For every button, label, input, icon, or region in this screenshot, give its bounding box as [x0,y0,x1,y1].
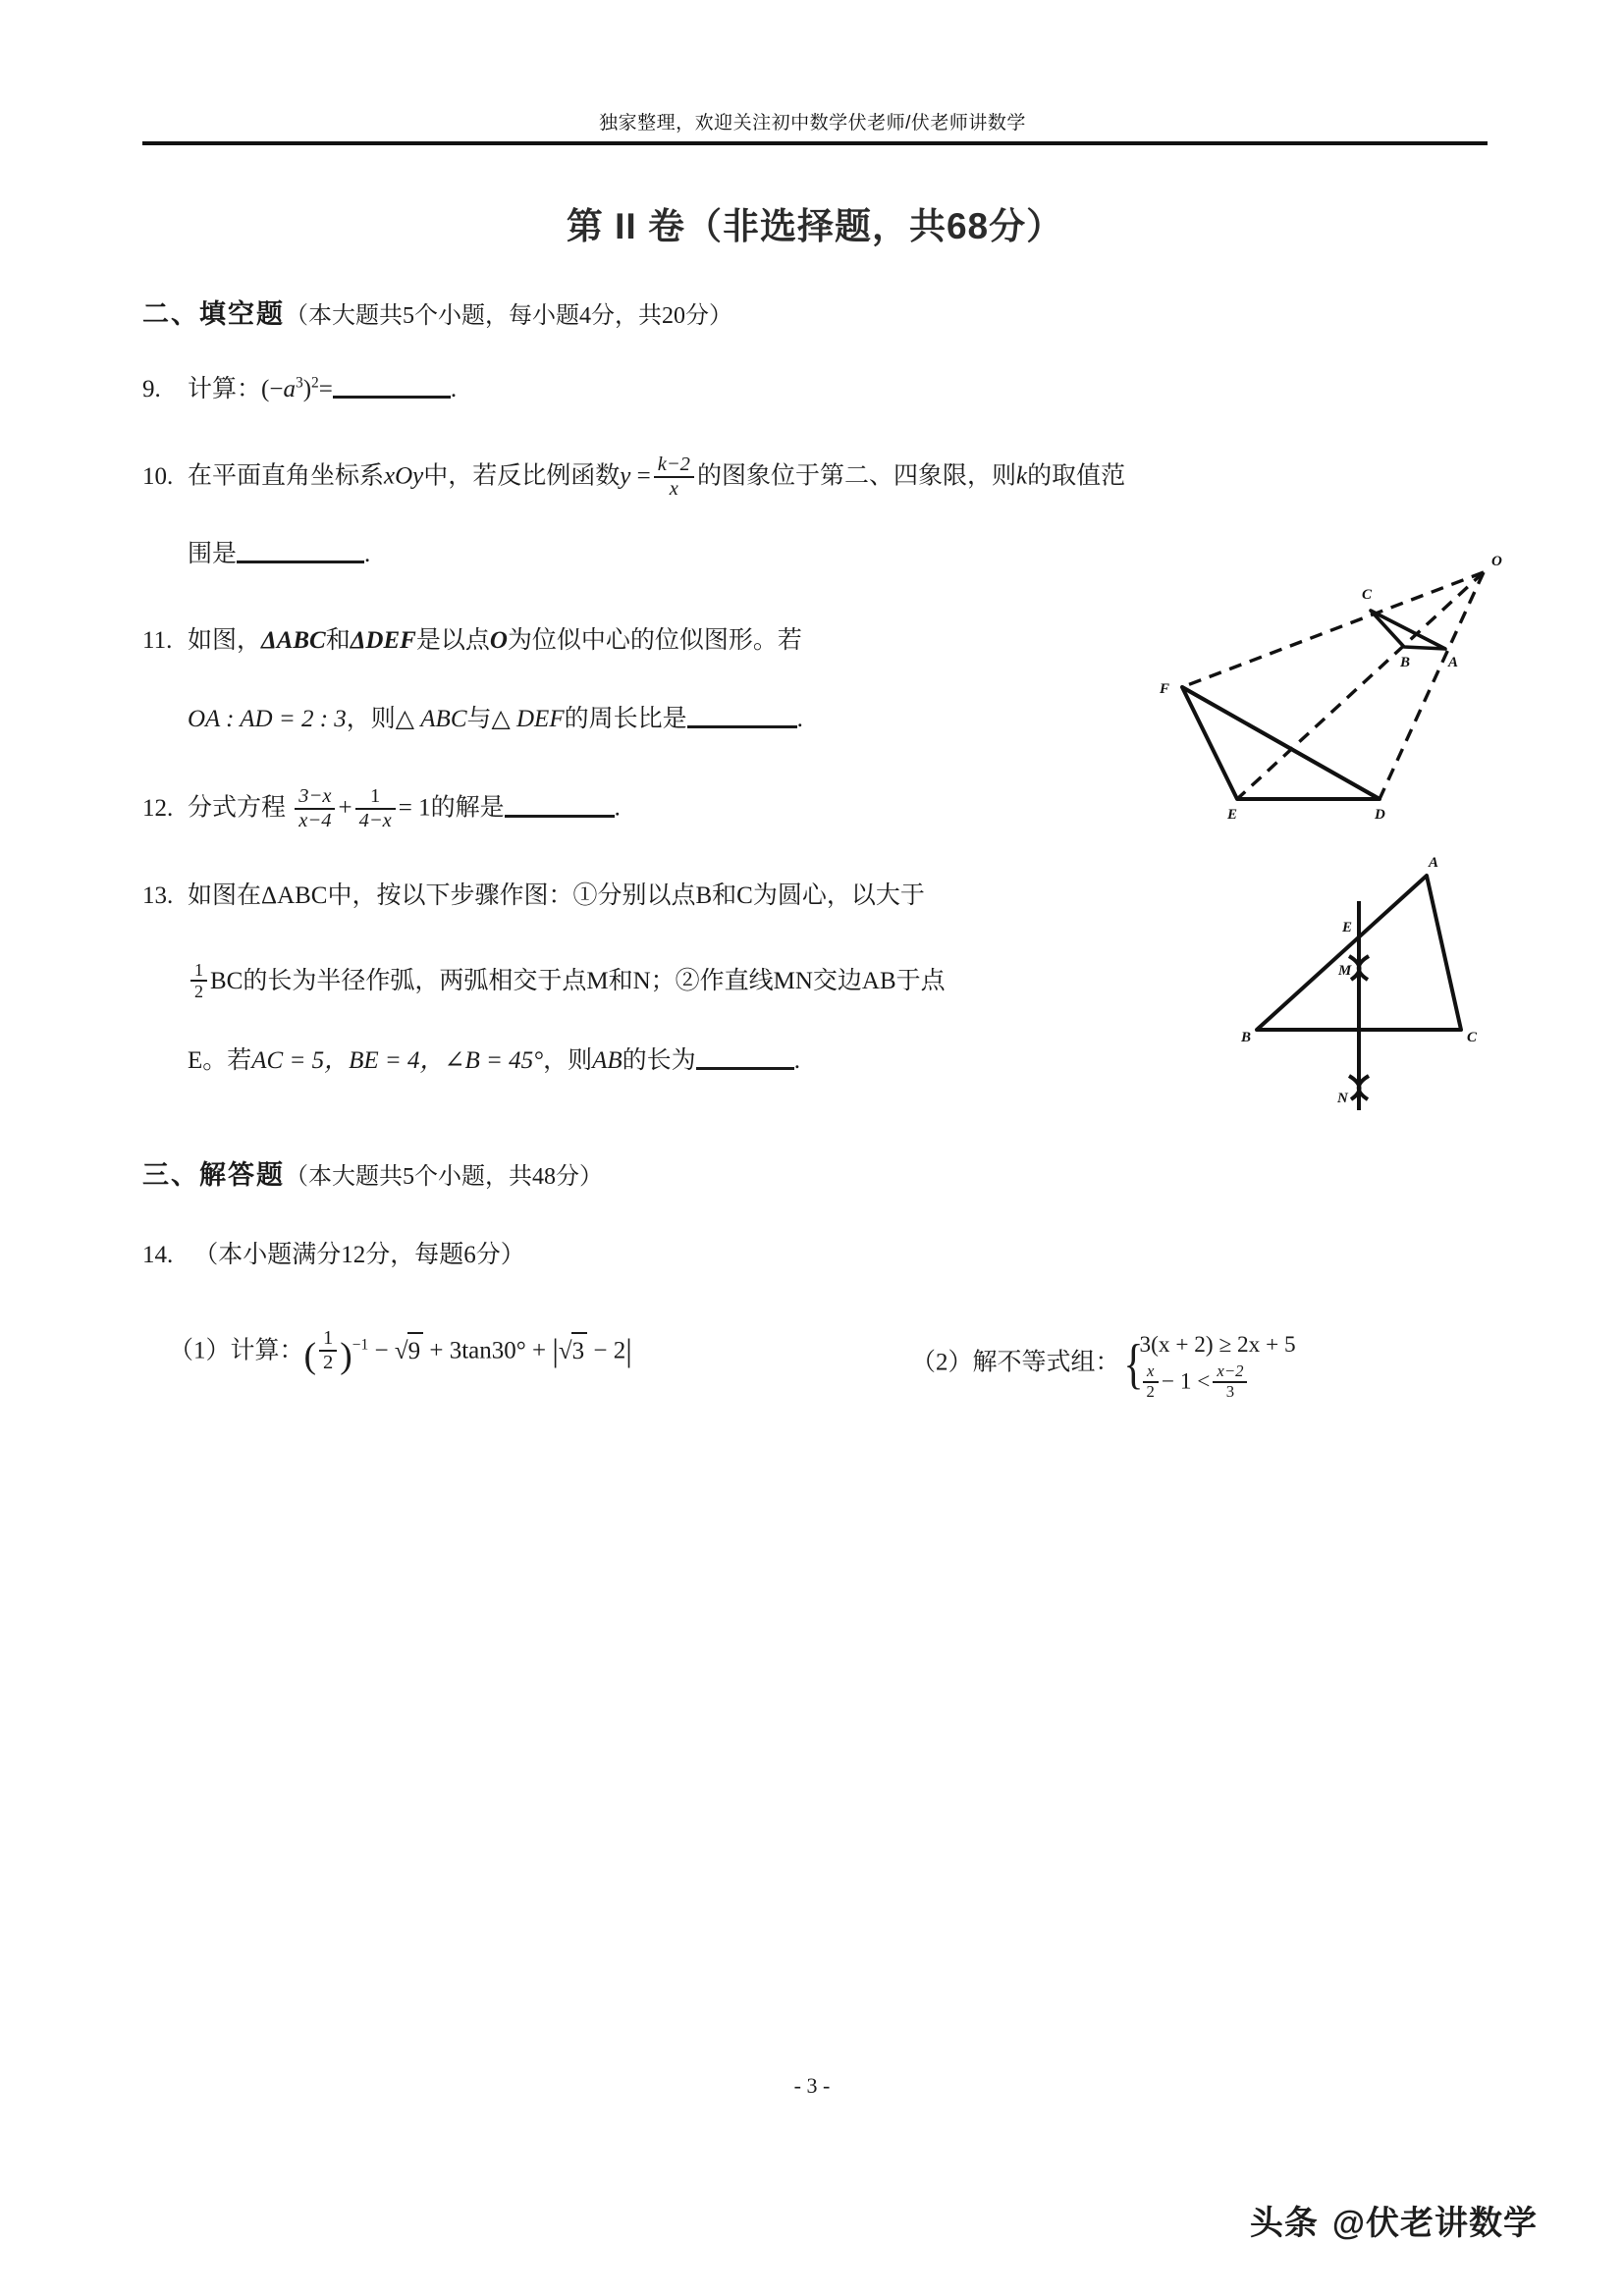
paren-close: ) [340,1336,352,1377]
q14-middle-terms: + 3tan30° + [429,1337,547,1364]
q11-text-4: 为位似中心的位似图形。若 [507,627,802,654]
row2-fraction-1 [1143,1362,1159,1401]
question-14-part-2 [911,1327,1296,1402]
section-heading-fill-in-blank [142,293,732,331]
figure-label-o: O [1491,554,1502,569]
q14-stem: （本小题满分12分，每题6分） [193,1242,525,1268]
figure-label-b: B [1400,655,1411,670]
question-9-number: 9. [142,376,161,402]
row2-fraction-2 [1213,1362,1247,1401]
question-10-number: 10. [142,462,174,490]
inequality-system [1120,1327,1296,1402]
period: . [796,706,803,732]
figure-label-a-13: A [1429,855,1439,871]
q14-frac-denominator: 2 [323,1351,334,1373]
page-number: - 3 - [793,2073,831,2098]
answer-blank[interactable] [687,725,797,728]
q13-frac-numerator: 1 [190,960,207,982]
q11-text-3: 是以点 [415,627,490,654]
row2-middle: − 1 < [1161,1368,1211,1395]
question-13-line-2 [188,960,946,1001]
page-header [142,108,1488,145]
q11-triangle-abc: ΔABC [261,627,326,654]
q12-tail: 的解是 [430,794,505,822]
question-9-stem: 计算： [188,376,262,402]
q10-text-5: 围是 [188,541,238,567]
q11-tri-abc-2: △ ABC [395,706,467,732]
answer-blank[interactable] [696,1067,794,1070]
q10-text-3: 的图象位于第二、四象限，则 [696,462,1016,490]
figure-label-e-13: E [1342,920,1353,935]
q10-text-2: 中，若反比例函数 [423,462,621,490]
watermark-brand: 头条 [1249,2205,1319,2242]
inequality-row-2 [1140,1362,1296,1401]
period: . [793,1047,800,1074]
figure-label-f: F [1160,681,1170,697]
watermark [1250,2196,1538,2244]
expr-base: a [283,376,296,402]
q10-equals: = [636,462,651,490]
expr-outer-exponent: 2 [311,374,319,392]
question-12 [142,785,621,832]
row2-f1-denominator: 2 [1146,1381,1155,1401]
question-10-line-1 [142,454,1125,501]
q14-sub2-stem: 解不等式组： [972,1349,1120,1376]
q11-text-7: 的周长比是 [564,706,687,732]
question-13-line-3 [188,1044,800,1078]
question-13-number: 13. [142,882,174,909]
q11-tri-def-2: △ DEF [491,706,565,732]
q13-text-5: 的长为 [622,1047,696,1074]
figure-label-c: C [1362,587,1373,603]
system-rows [1140,1327,1296,1402]
q12-stem: 分式方程 [188,794,287,822]
question-13-line-1 [142,880,925,913]
question-11-number: 11. [142,627,173,654]
q14-half-fraction [319,1327,337,1374]
section-desc: （本大题共5个小题，每小题4分，共20分） [285,303,732,329]
question-14-part-1 [169,1327,632,1377]
period: . [364,541,371,567]
q12-equals: = 1 [398,794,431,822]
sqrt-9: √9 [395,1332,423,1368]
perpendicular-bisector-svg [1225,840,1530,1125]
q10-frac-numerator: k−2 [654,454,694,478]
q14-sub2-label: （2） [911,1349,973,1376]
period: . [450,376,458,402]
q10-fraction [654,454,694,501]
inequality-row-1: 3(x + 2) ≥ 2x + 5 [1139,1332,1296,1358]
figure-question-13 [1225,840,1530,1125]
q12-fraction-1 [295,785,335,832]
header-divider [142,141,1488,145]
section-desc: （本大题共5个小题，共48分） [285,1164,603,1190]
q13-segment-ab: AB [592,1047,623,1074]
row2-f2-numerator: x−2 [1213,1362,1247,1383]
expr-open: (− [261,376,284,402]
q13-frac-denominator: 2 [194,982,203,1002]
similar-triangles-svg [1147,538,1530,823]
equals-sign: = [318,376,333,402]
q10-frac-denominator: x [669,477,678,500]
figure-label-e: E [1227,807,1238,823]
expr-close: ) [302,376,312,402]
q11-text-5: ，则 [346,706,396,732]
q13-text-3: E。若 [188,1047,252,1074]
answer-blank[interactable] [505,815,615,818]
system-brace: { [1122,1333,1144,1395]
q14-abs-tail: − 2 [593,1337,626,1364]
q10-var-y: y [620,462,631,490]
q14-sub1-stem: 计算： [230,1337,304,1364]
question-12-number: 12. [142,794,174,822]
figure-question-11 [1147,538,1530,823]
figure-label-m-13: M [1338,963,1352,979]
q13-givens: AC = 5，BE = 4，∠B = 45° [251,1047,544,1074]
q12-f1-numerator: 3−x [295,785,335,810]
watermark-handle: @伏老讲数学 [1331,2205,1538,2242]
q12-f1-denominator: x−4 [298,809,332,831]
answer-blank[interactable] [237,561,364,563]
q10-text-1: 在平面直角坐标系 [188,462,385,490]
question-11-line-2 [188,703,803,736]
sqrt-3-radicand: 3 [571,1332,588,1368]
question-10-line-2 [188,538,370,571]
period: . [614,794,621,822]
abs-bar-right: | [625,1333,632,1369]
q11-text-6: 与 [466,706,492,732]
expr-exponent: 3 [295,374,303,392]
q13-text-4: ，则 [543,1047,593,1074]
section-label: 三、解答题 [142,1160,285,1190]
question-11-line-1 [142,624,802,658]
figure-label-d: D [1375,807,1385,823]
abs-bar-left: | [552,1333,559,1369]
figure-label-n-13: N [1337,1091,1348,1106]
q12-f2-numerator: 1 [355,785,396,810]
figure-label-a: A [1448,655,1459,670]
section-label: 二、填空题 [142,299,285,329]
q13-text-1: 如图在ΔABC中，按以下步骤作图：①分别以点B和C为圆心，以大于 [188,882,925,909]
sqrt-3: √3 [559,1332,587,1368]
q11-triangle-def: ΔDEF [350,627,416,654]
q14-sub1-label: （1） [169,1337,231,1364]
q10-text-4: 的取值范 [1027,462,1126,490]
q11-point-o: O [489,627,508,654]
q12-plus: + [338,794,352,822]
q14-exponent: −1 [352,1336,369,1354]
sqrt-9-radicand: 9 [407,1332,424,1368]
question-9-expression [261,376,319,402]
q10-var-k: k [1015,462,1028,490]
page-title: 第 II 卷（非选择题，共68分） [566,206,1064,246]
row2-f2-denominator: 3 [1225,1381,1235,1401]
question-14-header [142,1239,525,1272]
dashed-rays [1182,572,1484,799]
q11-text-1: 如图， [188,627,262,654]
q14-minus: − [374,1337,389,1364]
figure-label-b-13: B [1241,1030,1252,1045]
question-9 [142,373,457,406]
figure-label-c-13: C [1467,1030,1478,1045]
q11-text-2: 和 [325,627,351,654]
paren-open: ( [303,1336,317,1377]
q13-text-2: BC的长为半径作弧，两弧相交于点M和N；②作直线MN交边AB于点 [210,968,946,995]
q13-half-fraction [190,960,207,1001]
section-heading-solutions [142,1153,603,1192]
q14-frac-numerator: 1 [319,1327,337,1352]
header-note: 独家整理，欢迎关注初中数学伏老师/伏老师讲数学 [599,113,1026,133]
q11-ratio: OA : AD = 2 : 3 [188,706,347,732]
row2-f1-numerator: x [1143,1362,1159,1383]
q12-f2-denominator: 4−x [358,809,392,831]
q10-var-xoy: xOy [384,462,424,490]
answer-blank[interactable] [333,396,451,399]
q12-fraction-2 [355,785,396,832]
question-14-number: 14. [142,1242,174,1268]
